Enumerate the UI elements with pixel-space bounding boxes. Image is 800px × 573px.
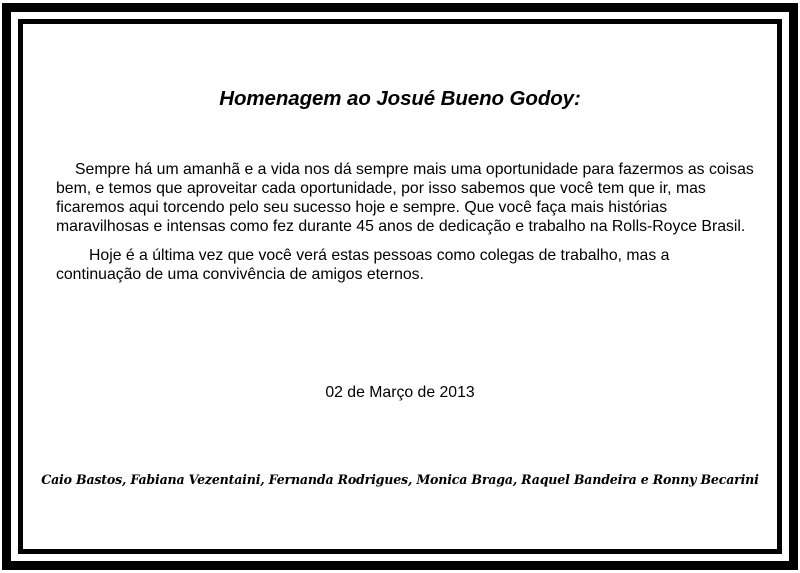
signatures-line: Caio Bastos, Fabiana Vezentaini, Fernanda Rodrigues, Monica Braga, Raquel Bandeira e Ronny Becarini bbox=[41, 472, 759, 487]
paragraph-2: Hoje é a última vez que você verá estas pessoas como colegas de trabalho, mas a continuação de uma convivência de amigos eternos. bbox=[56, 247, 670, 283]
document-date: 02 de Março de 2013 bbox=[325, 384, 475, 401]
tribute-body bbox=[56, 160, 758, 294]
paragraph-1: Sempre há um amanhã e a vida nos dá sempre mais uma oportunidade para fazermos as coisas bem, e temos que aproveitar cada oportunidade, por isso sabemos que você tem que ir, mas ficaremos aqui torcendo pelo seu sucesso hoje e sempre. Que você faça mais histórias maravilhosas e intensas como fez durante 45 anos de dedicação e trabalho na Rolls-Royce Brasil. bbox=[56, 161, 754, 235]
document-title: Homenagem ao Josué Bueno Godoy: bbox=[219, 87, 581, 110]
